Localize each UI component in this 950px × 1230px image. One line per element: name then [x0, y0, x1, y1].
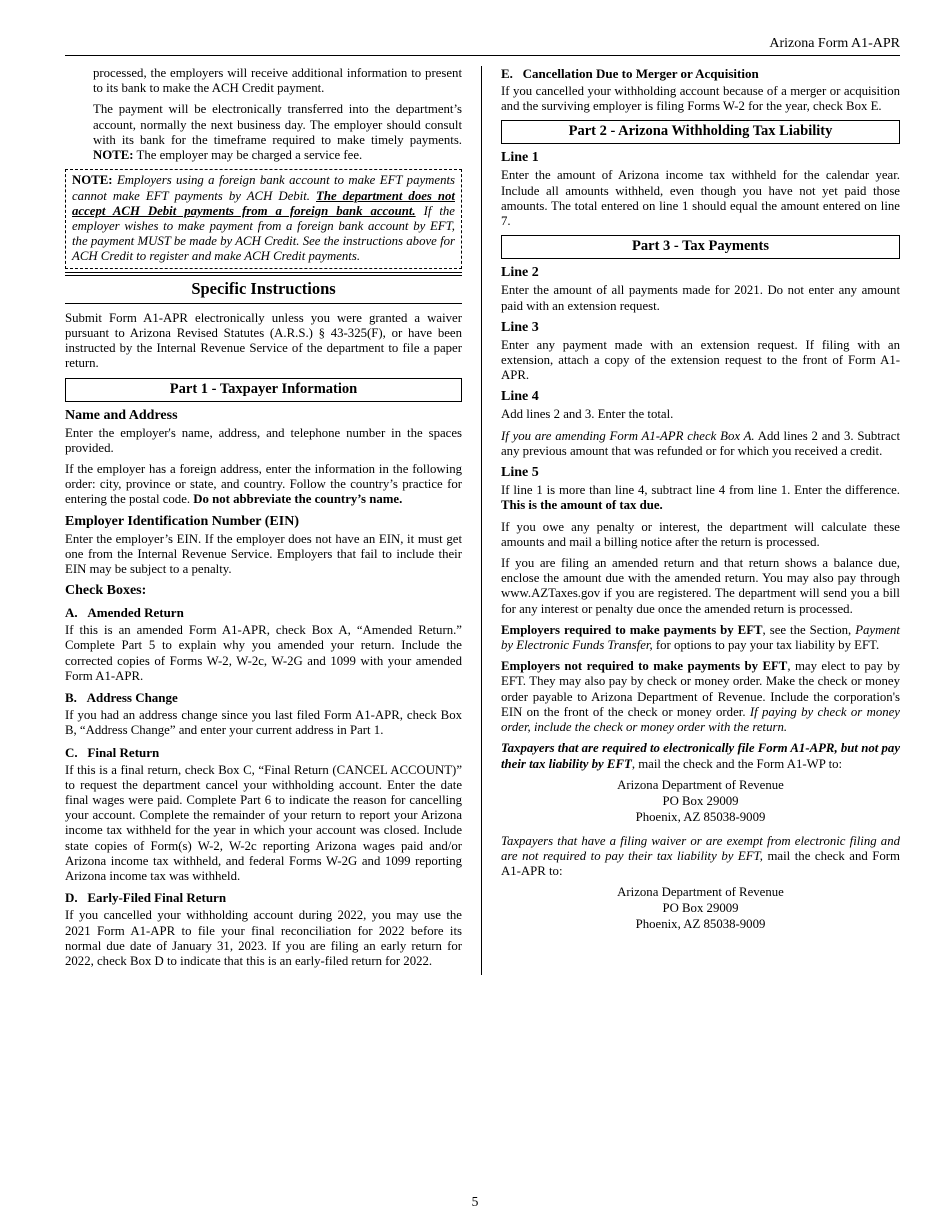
part3-heading-box: Part 3 - Tax Payments — [501, 235, 900, 259]
left-column — [65, 66, 462, 975]
heading-name-and-address: Name and Address — [65, 407, 178, 423]
heading-line-4: Line 4 — [501, 389, 539, 405]
heading-line-5: Line 5 — [501, 465, 539, 481]
page-footer — [0, 1194, 950, 1210]
paragraph-line-4-amending: If you are amending Form A1-APR check Box A. Add lines 2 and 3. Subtract any previous amount that was refunded or for which you received a credit. — [501, 428, 900, 458]
paragraph-efile-mail-to: Taxpayers that are required to electronically file Form A1-APR, but not pay their tax liability by EFT, mail the check and the Form A1-WP to: — [501, 741, 900, 771]
paragraph-box-e: If you cancelled your withholding account because of a merger or acquisition and the surviving employer is filing Forms W-2 for the year, check Box E. — [501, 84, 900, 114]
paragraph-box-a: If this is an amended Form A1-APR, check Box A, “Amended Return.” Complete Part 5 to explain why you amended your return. Include the corrected copies of Forms W-2, W-2c, W-2G and 1099 with your amended Form A1-APR. — [65, 623, 462, 683]
heading-line-1: Line 1 — [501, 150, 539, 166]
paragraph-box-b: If you had an address change since you last filed Form A1-APR, check Box B, “Address Change” and enter your current address in Part 1. — [65, 708, 462, 738]
address-line-city-state-zip: Phoenix, AZ 85038-9009 — [635, 917, 766, 932]
paragraph-eft-not-required: Employers not required to make payments by EFT, may elect to pay by EFT. They may also pay by check or money order. Make the check or money order payable to Arizona Department of Revenue. Include the corporation's EIN on the front of the check or money order. If paying by check or money order, include the check or money order with the return. — [501, 659, 900, 735]
paragraph-submit-electronically: Submit Form A1-APR electronically unless you were granted a waiver pursuant to Arizona Revised Statutes (A.R.S.) § 43-325(F), or have been instructed by the Internal Revenue Service of the department to file a paper return. — [65, 310, 462, 371]
heading-box-c-final-return: C. Final Return — [65, 744, 160, 760]
paragraph-line-3: Enter any payment made with an extension request. If filing with an extension, attach a copy of the extension request to the front of Form A1-APR. — [501, 337, 900, 383]
paragraph-line-1: Enter the amount of Arizona income tax withheld for the calendar year. Include all amounts withheld, even though you have not yet paid those amounts. The total entered on line 1 should equal the amount entered on line 7. — [501, 168, 900, 229]
address-line-po-box: PO Box 29009 — [662, 901, 739, 916]
mailing-address-block-2 — [501, 885, 900, 933]
address-line-po-box: PO Box 29009 — [662, 793, 739, 808]
continuation-paragraph-ach-credit: processed, the employers will receive additional information to present to its bank to make the ACH Credit payment. — [93, 66, 462, 96]
paragraph-name-address-2: If the employer has a foreign address, enter the information in the following order: city, province or state, and country. Follow the country’s practice for entering the postal code. Do not abbreviate the country’s name. — [65, 461, 462, 507]
heading-check-boxes: Check Boxes: — [65, 583, 147, 599]
address-line-city-state-zip: Phoenix, AZ 85038-9009 — [635, 809, 766, 824]
heading-box-d-early-filed: D. Early-Filed Final Return — [65, 890, 227, 906]
paragraph-payment-transfer: The payment will be electronically transferred into the department’s account, normally the next business day. The employer should consult with its bank for the timeframe required to make timely payments. NOTE: The employer may be charged a service fee. — [93, 102, 462, 163]
note-box-foreign-bank: NOTE: Employers using a foreign bank account to make EFT payments cannot make EFT payments by ACH Debit. The department does not accept ACH Debit payments from a foreign bank account. If the employer wishes to make payment from a foreign bank account by EFT, the payment MUST be made by ACH Credit. See the instructions above for ACH Credit to register and make ACH Credit payments. — [65, 169, 462, 268]
address-line-department: Arizona Department of Revenue — [617, 777, 784, 792]
column-divider — [481, 66, 482, 975]
paragraph-line-5-tax-due: If line 1 is more than line 4, subtract line 4 from line 1. Enter the difference. This is the amount of tax due. — [501, 483, 900, 513]
two-column-layout — [65, 66, 900, 975]
part2-heading-box: Part 2 - Arizona Withholding Tax Liability — [501, 120, 900, 144]
page-number: 5 — [471, 1194, 479, 1209]
heading-box-b-address-change: B. Address Change — [65, 690, 178, 706]
paragraph-line-5-penalty: If you owe any penalty or interest, the department will calculate these amounts and mail a billing notice after the return is processed. — [501, 519, 900, 549]
paragraph-line-2: Enter the amount of all payments made for 2021. Do not enter any amount paid with an extension request. — [501, 283, 900, 313]
paragraph-eft-required: Employers required to make payments by EFT, see the Section, Payment by Electronic Funds Transfer, for options to pay your tax liability by EFT. — [501, 622, 900, 653]
right-column — [501, 66, 900, 975]
paragraph-line-4-total: Add lines 2 and 3. Enter the total. — [501, 407, 674, 422]
paragraph-line-5-amended-balance: If you are filing an amended return and that return shows a balance due, enclose the amount due with the amended return. You may also pay through www.AZTaxes.gov if you are registered. The department will send you a bill for any interest or penalty due once the amended return is processed. — [501, 555, 900, 616]
paragraph-ein: Enter the employer’s EIN. If the employer does not have an EIN, it must get one from the Internal Revenue Service. Employers that fail to include their EIN may be subject to a penalty. — [65, 531, 462, 577]
heading-ein: Employer Identification Number (EIN) — [65, 513, 299, 529]
address-line-department: Arizona Department of Revenue — [617, 885, 784, 900]
paragraph-waiver-mail-to: Taxpayers that have a filing waiver or are exempt from electronic filing and are not required to pay their tax liability by EFT, mail the check and Form A1-APR to: — [501, 833, 900, 879]
heading-line-3: Line 3 — [501, 319, 539, 335]
paragraph-name-address-1: Enter the employer's name, address, and telephone number in the spaces provided. — [65, 425, 462, 455]
mailing-address-block-1 — [501, 778, 900, 826]
paragraph-box-d: If you cancelled your withholding account during 2022, you may use the 2021 Form A1-APR to file your final reconciliation for 2022 before its normal due date of January 31, 2023. If you are filing an early return for 2022, check Box D to indicate that this is an early-filed return for 2022. — [65, 908, 462, 968]
heading-box-a-amended-return: A. Amended Return — [65, 605, 184, 621]
paragraph-box-c: If this is a final return, check Box C, “Final Return (CANCEL ACCOUNT)” to request the department cancel your withholding account. Enter the date final wages were paid. Complete Part 6 to indicate the reason for cancelling your account. Complete the remainder of your return to report your Arizona income tax withheld for the year in which your account was closed. Include state copies of Form(s) W-2, W-2c reporting Arizona wages paid and/or Arizona income tax withheld, and federal Forms W-2G and 1099 reporting Arizona income tax was withheld. — [65, 762, 462, 884]
heading-line-2: Line 2 — [501, 265, 539, 281]
specific-instructions-banner — [65, 272, 462, 304]
form-title: Arizona Form A1-APR — [769, 36, 900, 51]
heading-box-e-merger: E. Cancellation Due to Merger or Acquisition — [501, 66, 759, 81]
page-header — [65, 36, 900, 56]
section-heading-specific-instructions: Specific Instructions — [191, 278, 336, 298]
part1-heading-box: Part 1 - Taxpayer Information — [65, 378, 462, 402]
